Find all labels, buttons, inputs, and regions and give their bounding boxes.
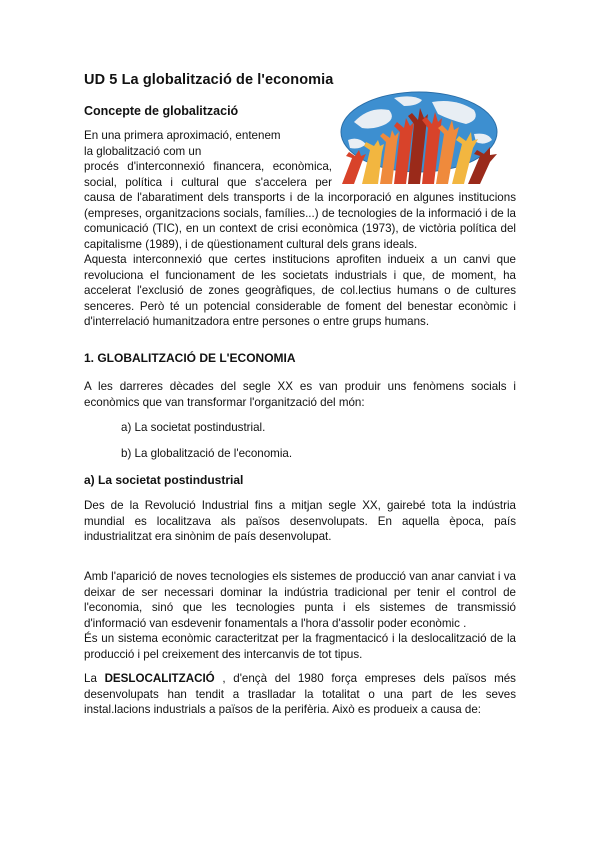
intro-paragraph-2: Aquesta interconnexió que certes institucions aprofiten indueix a un canvi que revoluciona el funcionament de les societats industrials i que, de moment, ha accelerat l'exclusió de zones geogràfiques, de col.lectius humans o de cultures senceres. Però té un potencial considerable de foment del benestar econòmic i d'interrelació humanitzadora entre persones o entre grups humans. <box>84 253 516 329</box>
page-title: UD 5 La globalització de l'economia <box>84 72 334 88</box>
subheading-postindustrial: a) La societat postindustrial <box>84 473 244 487</box>
paragraph-prefix: La <box>84 672 105 685</box>
globe-with-raised-hands-icon <box>334 84 504 184</box>
list-item: a) La societat postindustrial. <box>121 421 266 434</box>
paragraph: Amb l'aparició de noves tecnologies els sistemes de producció van anar canviat i va deixar de ser necessari dominar la indústria tradicional per tenir el control de l'economia, sinó que les tecnologies punta i els sistemes de transmissió d'informació van esdevenir fonamentals a l'hora d'assolir poder econòmic . <box>84 570 516 630</box>
intro-line: procés d'interconnexió financera, econòmica, <box>84 160 332 174</box>
intro-line: social, política i cultural que s'accelera per <box>84 175 332 189</box>
paragraph: Des de la Revolució Industrial fins a mitjan segle XX, gairebé tota la indústria mundial es localitzava als països desenvolupats. En aquella època, país industrialitzat era sinònim de país desenvolupat. <box>84 499 516 544</box>
intro-line: la globalització com un <box>84 144 202 158</box>
section1-paragraph: A les darreres dècades del segle XX es van produir uns fenòmens socials i econòmics que van transformar l'organització del món: <box>84 380 516 409</box>
hand-icon <box>362 140 384 184</box>
key-term: DESLOCALITZACIÓ <box>104 672 215 685</box>
paragraph: És un sistema econòmic caracteritzat per la fragmentacicó i la deslocalització de la producció i pel creixement des intercanvis de tot tipus. <box>84 632 516 661</box>
section-heading-concept: Concepte de globalització <box>84 104 239 118</box>
intro-line: En una primera aproximació, entenem <box>84 129 281 142</box>
paragraph-deslocalitzacio <box>84 671 516 718</box>
intro-paragraph: causa de l'abaratiment dels transports i de la incorporació en algunes institucions (empreses, organitzacions socials, famílies...) de tecnologies de la informació i de la comunicació (TIC), en un context de crisi econòmica (1973), de victòria política del capitalisme (1989), i de qüestionament cultural dels grans ideals. <box>84 191 516 251</box>
paragraph-text: , d'ençà del 1980 força empreses dels països més desenvolupats han tendit a traslladar la totalitat o una part de les seves instal.lacions industrials a països de la perifèria. Això es produeix a causa de: <box>84 672 516 717</box>
section-heading-1: 1. GLOBALITZACIÓ DE L'ECONOMIA <box>84 351 296 365</box>
list-item: b) La globalització de l'economia. <box>121 447 293 460</box>
